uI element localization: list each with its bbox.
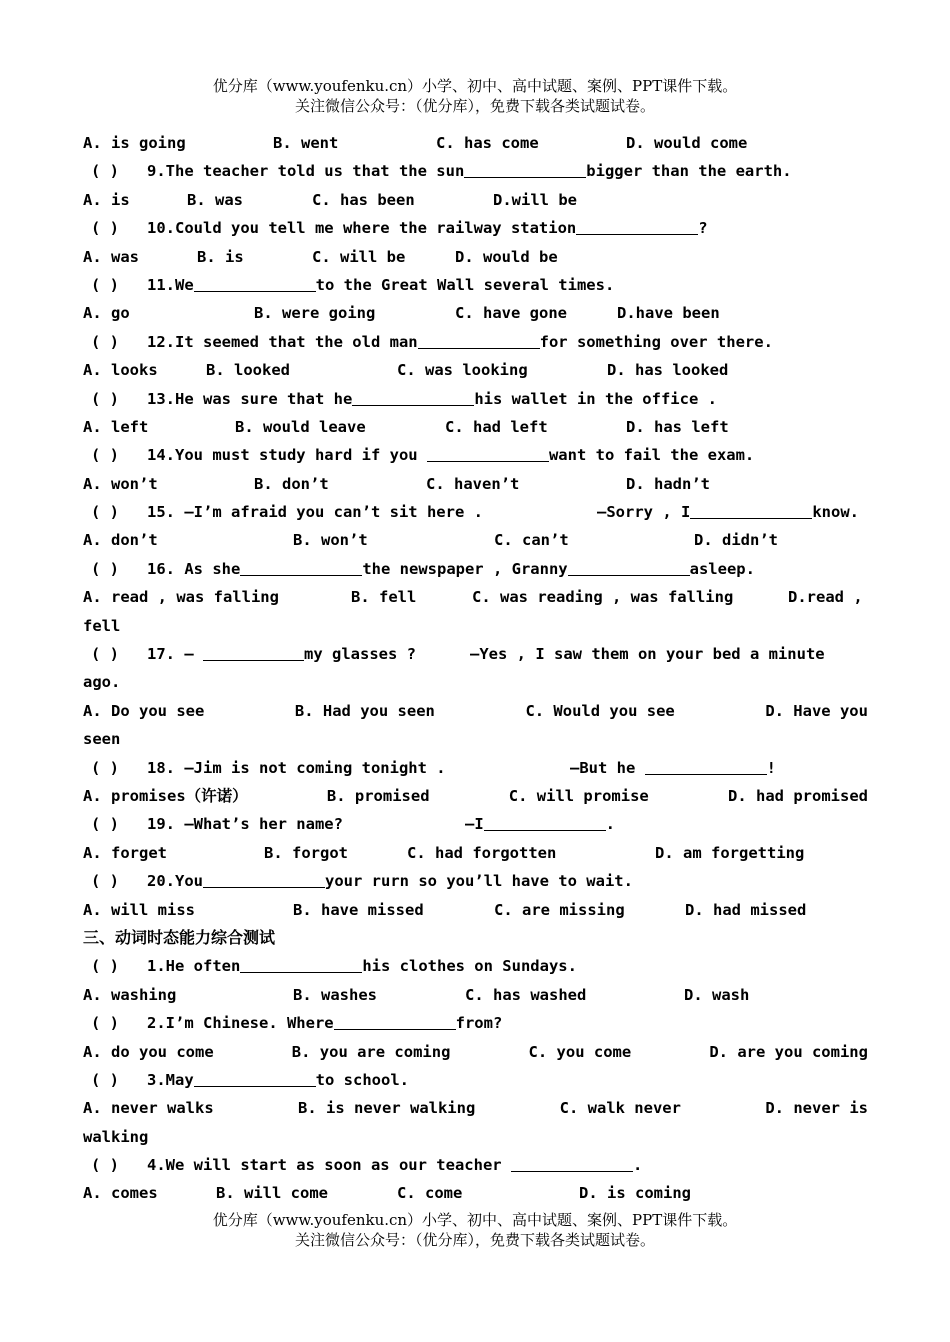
- q14-option-d: D. hadn’t: [626, 474, 710, 493]
- q18-options: [83, 782, 868, 810]
- answer-paren[interactable]: ( ): [91, 389, 119, 408]
- s4-option-c: C. come: [397, 1184, 463, 1203]
- s2-option-a: A. do you come: [83, 1042, 214, 1061]
- answer-blank[interactable]: [194, 1068, 316, 1087]
- q10-options: [83, 243, 873, 271]
- s4-options: [83, 1179, 873, 1207]
- q17-option-d-wrap: seen: [83, 730, 121, 749]
- q18-option-b: B. promised: [326, 786, 430, 805]
- exam-content: [83, 129, 873, 1208]
- answer-blank[interactable]: [690, 500, 812, 519]
- s3-option-d: D. never is: [765, 1099, 868, 1118]
- answer-paren[interactable]: ( ): [91, 503, 119, 522]
- s4-option-d: D. is coming: [579, 1184, 691, 1203]
- page-header: [0, 76, 950, 116]
- q17-option-c: C. Would you see: [525, 701, 675, 720]
- question-9: ( ) 9.The teacher told us that the sun bigger than the earth.: [83, 157, 873, 185]
- q18-option-c: C. will promise: [508, 786, 649, 805]
- q9-option-d: D.will be: [493, 190, 577, 209]
- answer-paren[interactable]: ( ): [91, 957, 119, 976]
- q20-options: [83, 896, 873, 924]
- q20-option-d: D. had missed: [685, 900, 807, 919]
- section-3-title: 三、动词时态能力综合测试: [83, 927, 276, 947]
- q13-options: [83, 413, 873, 441]
- answer-blank[interactable]: [334, 1011, 456, 1030]
- q18-option-a: A. promises（许诺）: [83, 786, 248, 805]
- q12-option-a: A. looks: [83, 361, 158, 380]
- q16-option-c: C. was reading , was falling: [472, 588, 734, 607]
- q19-option-c: C. had forgotten: [407, 843, 557, 862]
- q20-option-a: A. will miss: [83, 900, 195, 919]
- answer-paren[interactable]: ( ): [91, 162, 119, 181]
- answer-paren[interactable]: ( ): [91, 332, 119, 351]
- q15-option-a: A. don’t: [83, 531, 158, 550]
- answer-blank[interactable]: [418, 330, 540, 349]
- q19-options: [83, 839, 873, 867]
- q10-option-c: C. will be: [312, 247, 406, 266]
- answer-blank[interactable]: [240, 954, 362, 973]
- q15-options: [83, 526, 873, 554]
- q14-option-a: A. won’t: [83, 474, 158, 493]
- page-footer: [0, 1210, 950, 1250]
- answer-paren[interactable]: ( ): [91, 219, 119, 238]
- s2-option-b: B. you are coming: [291, 1042, 451, 1061]
- q17-option-a: A. Do you see: [83, 701, 205, 720]
- question-16: ( ) 16. As she the newspaper , Granny asleep.: [83, 555, 873, 583]
- q13-option-b: B. would leave: [235, 417, 366, 436]
- question-15: ( ) 15. —I’m afraid you can’t sit here . —Sorry , I know.: [83, 498, 873, 526]
- question-18: ( ) 18. —Jim is not coming tonight . —But he !: [83, 754, 873, 782]
- answer-blank[interactable]: [464, 159, 586, 178]
- answer-blank[interactable]: [484, 812, 606, 831]
- footer-line-2: 关注微信公众号：（优分库），免费下载各类试题试卷。: [294, 1231, 655, 1249]
- q16-options: [83, 583, 873, 611]
- answer-paren[interactable]: ( ): [91, 559, 119, 578]
- s3-option-b: B. is never walking: [298, 1099, 476, 1118]
- q15-option-c: C. can’t: [494, 531, 569, 550]
- s2-option-c: C. you come: [528, 1042, 632, 1061]
- answer-blank[interactable]: [203, 869, 325, 888]
- question-13: ( ) 13.He was sure that he his wallet in the office .: [83, 385, 873, 413]
- q10-option-a: A. was: [83, 247, 139, 266]
- q9-option-c: C. has been: [312, 190, 415, 209]
- q17-option-d: D. Have you: [765, 701, 868, 720]
- question-19: ( ) 19. —What’s her name? —I .: [83, 810, 873, 838]
- q11-option-c: C. have gone: [455, 304, 567, 323]
- question-12: ( ) 12.It seemed that the old man for something over there.: [83, 328, 873, 356]
- s3-option-d-wrap: walking: [83, 1127, 149, 1146]
- q10-option-d: D. would be: [455, 247, 558, 266]
- q16-option-b: B. fell: [351, 588, 417, 607]
- q9-option-a: A. is: [83, 190, 130, 209]
- answer-blank[interactable]: [194, 273, 316, 292]
- answer-blank[interactable]: [645, 756, 767, 775]
- q11-option-d: D.have been: [617, 304, 720, 323]
- answer-paren[interactable]: ( ): [91, 275, 119, 294]
- answer-blank[interactable]: [352, 387, 474, 406]
- answer-paren[interactable]: ( ): [91, 815, 119, 834]
- q11-option-b: B. were going: [254, 304, 376, 323]
- s1-option-b: B. washes: [293, 985, 377, 1004]
- q17-reply-wrap: ago.: [83, 673, 121, 692]
- q13-option-c: C. had left: [445, 417, 548, 436]
- question-17: ( ) 17. — my glasses ? —Yes , I saw them on your bed a minute: [83, 640, 873, 668]
- s2-options: [83, 1038, 868, 1066]
- answer-blank[interactable]: [427, 443, 549, 462]
- s1-option-d: D. wash: [684, 985, 750, 1004]
- s1-option-c: C. has washed: [465, 985, 587, 1004]
- q18-option-d: D. had promised: [728, 786, 868, 805]
- q12-options: [83, 356, 873, 384]
- q19-option-d: D. am forgetting: [655, 843, 805, 862]
- q8-option-b: B. went: [273, 134, 339, 152]
- answer-paren[interactable]: ( ): [91, 1156, 119, 1175]
- s1-options: [83, 981, 873, 1009]
- q12-option-d: D. has looked: [607, 361, 729, 380]
- q19-option-a: A. forget: [83, 843, 167, 862]
- answer-paren[interactable]: ( ): [91, 645, 119, 664]
- q10-option-b: B. is: [197, 247, 244, 266]
- q8-option-a: A. is going: [83, 134, 186, 152]
- section3-question-2: ( ) 2.I’m Chinese. Where from?: [83, 1009, 873, 1037]
- s3-option-a: A. never walks: [83, 1099, 214, 1118]
- q8-option-d: D. would come: [626, 134, 748, 152]
- answer-paren[interactable]: ( ): [91, 872, 119, 891]
- q12-option-b: B. looked: [206, 361, 290, 380]
- question-10: ( ) 10.Could you tell me where the railway station ?: [83, 214, 873, 242]
- answer-blank-1[interactable]: [240, 557, 362, 576]
- section3-question-4: ( ) 4.We will start as soon as our teacher .: [83, 1151, 873, 1179]
- s1-option-a: A. washing: [83, 985, 177, 1004]
- q8-option-c: C. has come: [436, 134, 539, 152]
- q12-option-c: C. was looking: [397, 361, 528, 380]
- q17-option-b: B. Had you seen: [294, 701, 435, 720]
- q14-option-c: C. haven’t: [426, 474, 520, 493]
- footer-line-1: 优分库（www.youfenku.cn）小学、初中、高中试题、案例、PPT课件下载。: [212, 1211, 738, 1229]
- q20-option-b: B. have missed: [293, 900, 424, 919]
- section3-question-1: ( ) 1.He often his clothes on Sundays.: [83, 952, 873, 980]
- q16-option-d-wrap: fell: [83, 616, 121, 635]
- q14-option-b: B. don’t: [254, 474, 329, 493]
- question-11: ( ) 11.We to the Great Wall several times.: [83, 271, 873, 299]
- q9-options: [83, 186, 873, 214]
- question-20: ( ) 20.You your rurn so you’ll have to wait.: [83, 867, 873, 895]
- answer-blank-2[interactable]: [568, 557, 690, 576]
- answer-blank[interactable]: [511, 1153, 633, 1172]
- s2-option-d: D. are you coming: [709, 1042, 868, 1061]
- q16-option-d: D.read ,: [788, 588, 863, 607]
- answer-paren[interactable]: ( ): [91, 758, 119, 777]
- answer-paren[interactable]: ( ): [91, 1014, 119, 1033]
- s4-option-a: A. comes: [83, 1184, 158, 1203]
- header-line-1: 优分库（www.youfenku.cn）小学、初中、高中试题、案例、PPT课件下载。: [212, 77, 738, 95]
- q19-option-b: B. forgot: [264, 843, 348, 862]
- answer-blank[interactable]: [576, 216, 698, 235]
- q13-option-a: A. left: [83, 417, 149, 436]
- q9-option-b: B. was: [187, 190, 243, 209]
- q15-option-b: B. won’t: [293, 531, 368, 550]
- s4-option-b: B. will come: [216, 1184, 328, 1203]
- q13-option-d: D. has left: [626, 417, 729, 436]
- answer-paren[interactable]: ( ): [91, 1070, 119, 1089]
- q15-option-d: D. didn’t: [694, 531, 778, 550]
- question-14: ( ) 14.You must study hard if you want to fail the exam.: [83, 441, 873, 469]
- answer-blank[interactable]: [203, 642, 304, 661]
- s3-option-c: C. walk never: [559, 1099, 681, 1118]
- q17-options: [83, 697, 868, 725]
- q20-option-c: C. are missing: [494, 900, 625, 919]
- section3-question-3: ( ) 3.May to school.: [83, 1066, 873, 1094]
- answer-paren[interactable]: ( ): [91, 446, 119, 465]
- header-line-2: 关注微信公众号：（优分库），免费下载各类试题试卷。: [294, 97, 655, 115]
- q11-option-a: A. go: [83, 304, 130, 323]
- q8-options: [83, 129, 873, 157]
- q16-option-a: A. read , was falling: [83, 588, 279, 607]
- s3-options: [83, 1094, 868, 1122]
- q11-options: [83, 299, 873, 327]
- q14-options: [83, 470, 873, 498]
